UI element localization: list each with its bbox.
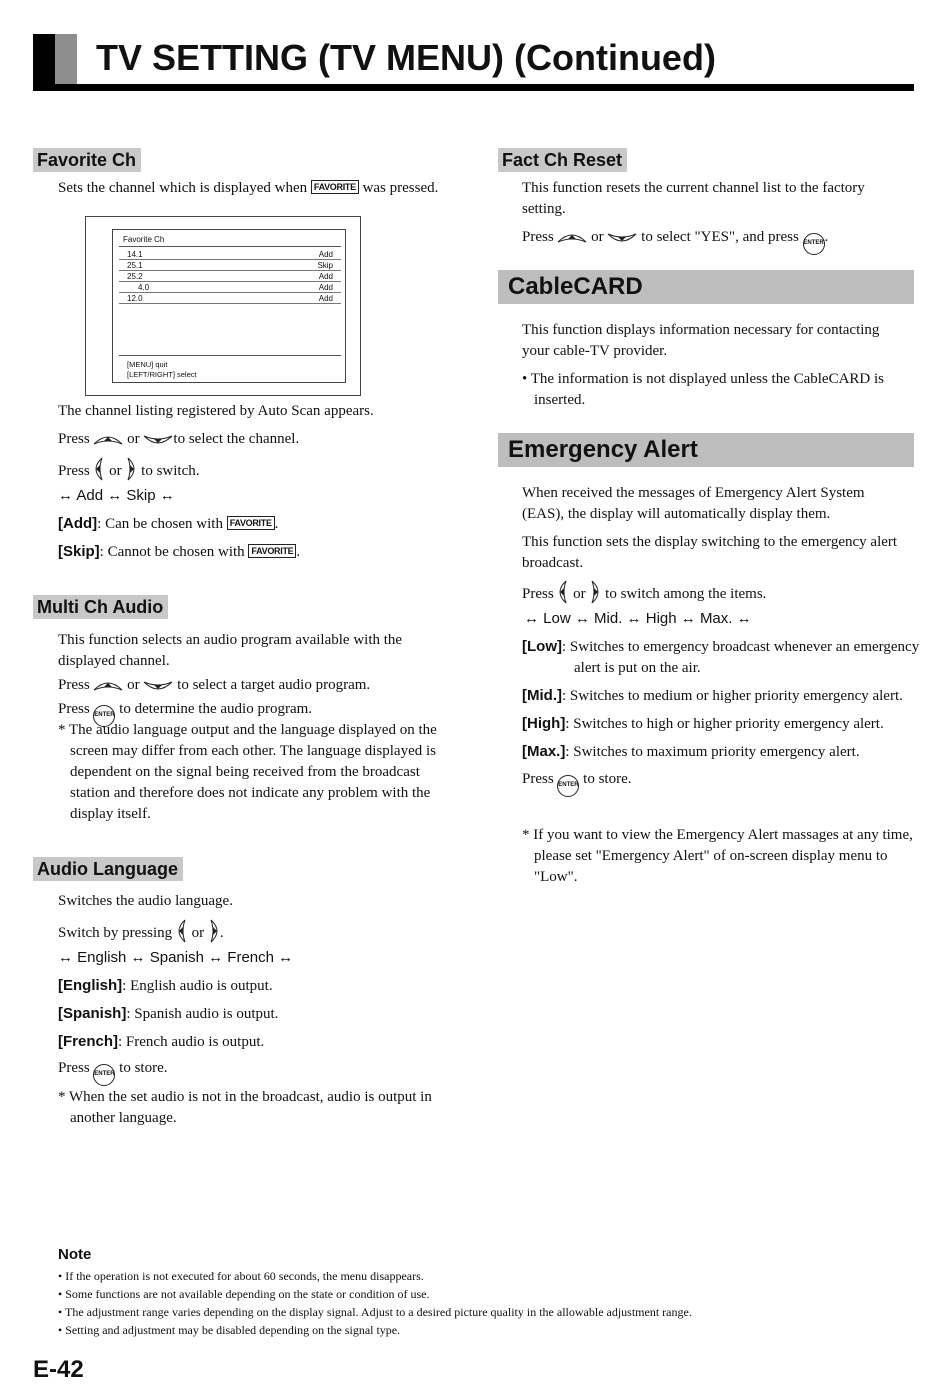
mid-term: [Mid.] [522, 687, 562, 704]
select-program-text: to select a target audio program. [177, 677, 371, 693]
store-text: to store. [119, 1060, 168, 1076]
menu-row-status: Add [318, 272, 333, 281]
or-text: or [127, 677, 140, 693]
period: . [296, 544, 301, 560]
menu-row [119, 293, 341, 304]
add-desc-text: : Can be chosen with [97, 516, 223, 532]
audio-cycle: ↔ English ↔ Spanish ↔ French ↔ [58, 949, 294, 966]
favorite-key-icon: FAVORITE [248, 544, 296, 558]
or-text: or [573, 586, 586, 602]
enter-button-icon: ENTER [93, 705, 115, 727]
skip-desc-text: : Cannot be chosen with [99, 544, 245, 560]
up-button-icon [93, 433, 123, 447]
header-rule [33, 84, 914, 91]
note-item: • The adjustment range varies depending on the display signal. Adjust to a desired picture quality in the allowable adjustment range. [58, 1305, 692, 1319]
enter-button-icon: ENTER [557, 775, 579, 797]
press-text: Press [522, 771, 554, 787]
menu-footer-quit: [MENU] quit [127, 360, 168, 369]
favorite-skip-desc [58, 541, 300, 563]
cycle-item: Mid. [594, 610, 623, 627]
high-term: [High] [522, 715, 566, 732]
cycle-item: Spanish [149, 949, 204, 966]
right-button-icon [589, 580, 601, 604]
spanish-desc-text: : Spanish audio is output. [126, 1006, 279, 1022]
note-item: • Setting and adjustment may be disabled depending on the signal type. [58, 1323, 401, 1337]
page-number: E-42 [33, 1356, 84, 1383]
audio-language-heading: Audio Language [33, 857, 183, 881]
down-button-icon [143, 679, 173, 693]
menu-title: Favorite Ch [123, 235, 165, 244]
favorite-intro-text-2: was pressed. [362, 180, 439, 196]
favorite-press-select [58, 429, 299, 450]
cycle-item: Skip [126, 487, 156, 504]
multi-press-select [58, 675, 370, 696]
favorite-add-desc [58, 513, 278, 535]
or-text: or [191, 925, 205, 941]
menu-footer-select: [LEFT/RIGHT] select [127, 370, 197, 379]
cablecard-desc: This function displays information necessary for contacting your cable-TV provider. [522, 322, 880, 359]
cycle-item: Add [76, 487, 104, 504]
menu-row-channel: 25.2 [127, 272, 143, 281]
favorite-key-icon: FAVORITE [311, 180, 359, 194]
emergency-cycle: ↔ Low ↔ Mid. ↔ High ↔ Max. ↔ [524, 610, 752, 627]
high-desc-text: : Switches to high or higher priority emergency alert. [565, 716, 884, 732]
max-desc-text: : Switches to maximum priority emergency alert. [565, 744, 860, 760]
french-desc-text: : French audio is output. [118, 1034, 265, 1050]
or-text: or [591, 229, 604, 245]
favorite-press-switch [58, 457, 200, 482]
menu-row-status: Add [318, 250, 333, 259]
menu-row-channel: 4.0 [138, 283, 150, 292]
audio-press-store [58, 1058, 168, 1086]
up-button-icon [557, 231, 587, 245]
store-text: to store. [583, 771, 632, 787]
fact-press-select [522, 227, 828, 255]
low-desc-text: : Switches to emergency broadcast whenever an emergency alert is put on the air. [561, 639, 920, 676]
select-channel-text: to select the channel. [173, 431, 300, 447]
cycle-item: English [77, 949, 127, 966]
switch-by-text: Switch by pressing [58, 925, 173, 941]
menu-row [119, 260, 341, 271]
menu-row-channel: 12.0 [127, 294, 143, 303]
cycle-item: Low [543, 610, 571, 627]
cycle-item: French [227, 949, 274, 966]
favorite-menu-screen [112, 229, 346, 383]
audio-desc: Switches the audio language. [58, 893, 233, 909]
emergency-max-desc [522, 741, 860, 763]
low-term: [Low] [522, 638, 562, 655]
emergency-note: * If you want to view the Emergency Alert massages at any time, please set "Emergency Alert" of on-screen display menu to "Low". [522, 827, 913, 885]
add-term: [Add] [58, 515, 98, 532]
menu-row-status: Skip [317, 261, 333, 270]
enter-button-icon: ENTER [93, 1064, 115, 1086]
max-term: [Max.] [522, 743, 566, 760]
french-term: [French] [58, 1033, 118, 1050]
or-text: or [109, 463, 122, 479]
header-gray-bar [55, 34, 77, 84]
determine-text: to determine the audio program. [119, 701, 313, 717]
press-text: Press [58, 431, 90, 447]
favorite-intro-text: Sets the channel which is displayed when [58, 180, 308, 196]
page-title: TV SETTING (TV MENU) (Continued) [96, 37, 716, 78]
english-term: [English] [58, 977, 123, 994]
menu-divider [119, 355, 341, 356]
press-text: Press [58, 701, 90, 717]
menu-row-channel: 25.1 [127, 261, 143, 270]
emergency-desc1: When received the messages of Emergency Alert System (EAS), the display will automatically display them. [522, 485, 865, 522]
right-button-icon [208, 919, 220, 943]
cablecard-heading: CableCARD [498, 270, 914, 304]
press-text: Press [522, 586, 554, 602]
cablecard-bullet: • The information is not displayed unless the CableCARD is inserted. [522, 371, 885, 408]
emergency-high-desc [522, 713, 884, 735]
favorite-cycle: ↔ Add ↔ Skip ↔ [58, 487, 175, 504]
note-item: • If the operation is not executed for about 60 seconds, the menu disappears. [58, 1269, 424, 1283]
audio-english-desc [58, 975, 273, 997]
favorite-key-icon: FAVORITE [227, 516, 275, 530]
press-text: Press [58, 677, 90, 693]
right-button-icon [125, 457, 137, 481]
multi-note: * The audio language output and the language displayed on the screen may differ from each other. The language displayed is dependent on the signal being received from the broadcast station and therefore does not indicate any problem with the display itself. [58, 722, 437, 822]
favorite-ch-heading: Favorite Ch [33, 148, 141, 172]
left-button-icon [176, 919, 188, 943]
menu-row [119, 271, 341, 282]
press-text: Press [58, 1060, 90, 1076]
press-text: Press [522, 229, 554, 245]
audio-note: * When the set audio is not in the broadcast, audio is output in another language. [58, 1089, 432, 1126]
menu-row-status: Add [318, 283, 333, 292]
multi-ch-audio-heading: Multi Ch Audio [33, 595, 168, 619]
period: . [274, 516, 279, 532]
note-item: • Some functions are not available depending on the state or condition of use. [58, 1287, 430, 1301]
favorite-listing-text: The channel listing registered by Auto Scan appears. [58, 403, 374, 419]
favorite-intro [58, 178, 438, 199]
fact-ch-reset-heading: Fact Ch Reset [498, 148, 627, 172]
note-title: Note [58, 1246, 92, 1263]
audio-switch-by [58, 919, 224, 944]
switch-items-text: to switch among the items. [605, 586, 767, 602]
switch-text: to switch. [141, 463, 200, 479]
menu-divider [119, 246, 341, 247]
menu-row [119, 249, 341, 260]
multi-desc: This function selects an audio program available with the displayed channel. [58, 632, 403, 669]
period: . [219, 925, 224, 941]
menu-row-status: Add [318, 294, 333, 303]
left-button-icon [557, 580, 569, 604]
emergency-alert-heading: Emergency Alert [498, 433, 914, 467]
down-button-icon [143, 433, 173, 447]
cycle-item: High [645, 610, 677, 627]
menu-row-channel: 14.1 [127, 250, 143, 259]
down-button-icon [607, 231, 637, 245]
emergency-low-desc [522, 636, 944, 679]
english-desc-text: : English audio is output. [122, 978, 273, 994]
emergency-press-store [522, 769, 632, 797]
audio-french-desc [58, 1031, 264, 1053]
fact-desc: This function resets the current channel list to the factory setting. [522, 180, 865, 217]
press-text: Press [58, 463, 90, 479]
cycle-item: Max. [699, 610, 733, 627]
select-yes-text: to select "YES", and press [641, 229, 799, 245]
menu-row [119, 282, 341, 293]
header-black-bar [33, 34, 55, 90]
up-button-icon [93, 679, 123, 693]
enter-button-icon: ENTER [803, 233, 825, 255]
emergency-desc2: This function sets the display switching to the emergency alert broadcast. [522, 534, 898, 571]
audio-spanish-desc [58, 1003, 278, 1025]
emergency-press-switch [522, 580, 766, 605]
emergency-mid-desc [522, 685, 903, 707]
skip-term: [Skip] [58, 543, 100, 560]
left-button-icon [93, 457, 105, 481]
mid-desc-text: : Switches to medium or higher priority emergency alert. [561, 688, 903, 704]
spanish-term: [Spanish] [58, 1005, 127, 1022]
period: . [824, 229, 829, 245]
or-text: or [127, 431, 140, 447]
